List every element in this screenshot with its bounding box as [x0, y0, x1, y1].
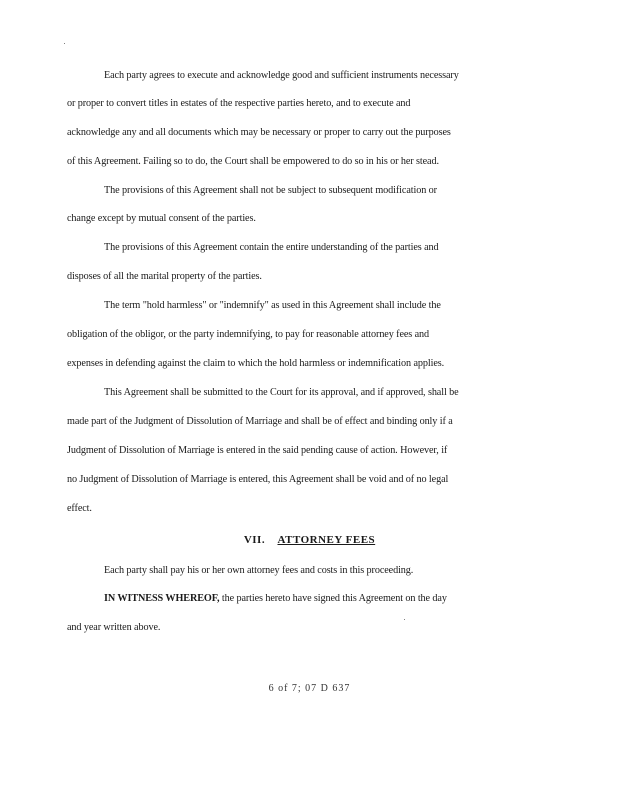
page-footer: 6 of 7; 07 D 637 [268, 683, 351, 694]
paragraph-5-line-1: This Agreement shall be submitted to the Court for its approval, and if approved, shall be [104, 387, 459, 398]
witness-line-1 [104, 592, 447, 606]
witness-line-2: and year written above. [67, 622, 161, 633]
paragraph-3-line-1: The provisions of this Agreement contain the entire understanding of the parties and [104, 242, 439, 253]
paragraph-1-line-2: or proper to convert titles in estates of the respective parties hereto, and to execute and [67, 98, 411, 109]
paragraph-3-line-2: disposes of all the marital property of the parties. [67, 271, 262, 282]
scan-speck [404, 619, 405, 620]
paragraph-1-line-4: of this Agreement. Failing so to do, the Court shall be empowered to do so in his or her stead. [67, 156, 439, 167]
scan-speck [64, 43, 65, 44]
paragraph-4-line-2: obligation of the obligor, or the party indemnifying, to pay for reasonable attorney fees and [67, 329, 430, 340]
paragraph-5-line-4: no Judgment of Dissolution of Marriage is entered, this Agreement shall be void and of no legal [67, 474, 449, 485]
paragraph-5-line-2: made part of the Judgment of Dissolution of Marriage and shall be of effect and binding only if a [67, 416, 453, 427]
section-heading [0, 534, 619, 546]
paragraph-2-line-1: The provisions of this Agreement shall not be subject to subsequent modification or [104, 185, 437, 196]
witness-rest: the parties hereto have signed this Agreement on the day [221, 593, 447, 604]
paragraph-2-line-2: change except by mutual consent of the parties. [67, 213, 256, 224]
paragraph-5-line-5: effect. [67, 503, 92, 514]
paragraph-5-line-3: Judgment of Dissolution of Marriage is entered in the said pending cause of action. However, if [67, 445, 448, 456]
paragraph-4-line-1: The term "hold harmless" or "indemnify" as used in this Agreement shall include the [104, 300, 441, 311]
section-number: VII. [243, 534, 266, 546]
paragraph-1-line-3: acknowledge any and all documents which may be necessary or proper to carry out the purposes [67, 127, 451, 138]
fees-paragraph: Each party shall pay his or her own attorney fees and costs in this proceeding. [104, 565, 414, 576]
witness-lead: IN WITNESS WHEREOF, [104, 593, 220, 604]
paragraph-4-line-3: expenses in defending against the claim to which the hold harmless or indemnification applies. [67, 358, 445, 369]
paragraph-1-line-1: Each party agrees to execute and acknowledge good and sufficient instruments necessary [104, 70, 459, 81]
section-title: ATTORNEY FEES [277, 534, 376, 546]
